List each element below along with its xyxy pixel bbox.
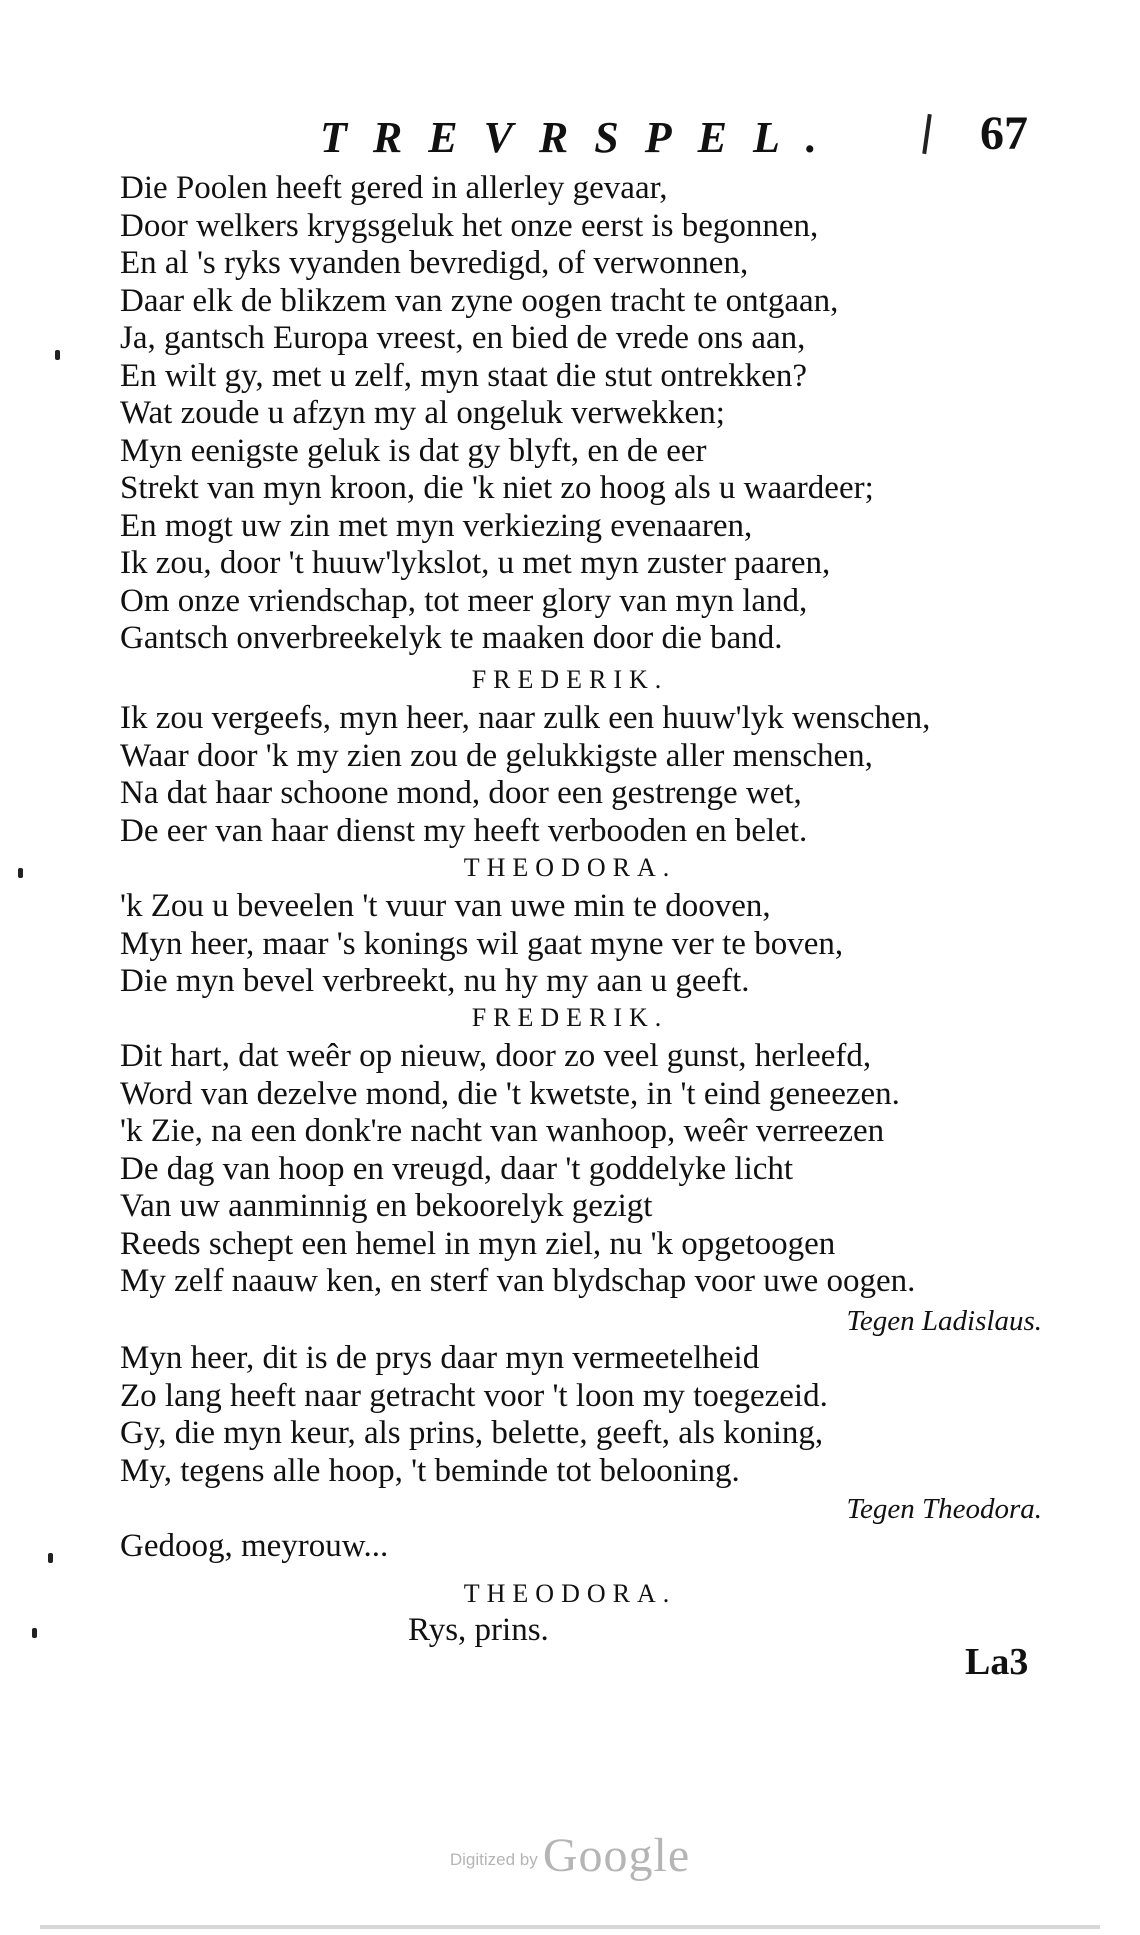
page-number: 67 xyxy=(980,107,1028,160)
speaker-heading-theodora-2 xyxy=(0,1576,1140,1612)
verse-line: Daar elk de blikzem van zyne oogen tracht te ontgaan, xyxy=(120,282,839,319)
verse-line: Gedoog, meyrouw... xyxy=(120,1528,389,1564)
verse-line: Rys, prins. xyxy=(408,1612,549,1648)
verse-line: Wat zoude u afzyn my al ongeluk verwekken; xyxy=(120,395,725,431)
verse-line: Om onze vriendschap, tot meer glory van myn land, xyxy=(120,582,808,619)
verse-line: Reeds schept een hemel in myn ziel, nu 'k opgetoogen xyxy=(120,1225,836,1262)
verse-line: De dag van hoop en vreugd, daar 't goddelyke licht xyxy=(120,1150,794,1187)
ink-speck xyxy=(18,868,23,878)
verse-line: De eer van haar dienst my heeft verbooden en belet. xyxy=(120,812,808,849)
verse-line: Zo lang heeft naar getracht voor 't loon my toegezeid. xyxy=(120,1377,828,1414)
watermark-caption: Digitized by xyxy=(449,1850,538,1869)
verse-block-3 xyxy=(0,888,1140,1001)
verse-line: Myn heer, dit is de prys daar myn vermeetelheid xyxy=(120,1340,760,1376)
speaker-heading-theodora xyxy=(0,850,1140,886)
speaker-name: FREDERIK. xyxy=(471,665,669,694)
running-title: TREVRSPEL. xyxy=(320,113,843,162)
ink-speck xyxy=(48,1553,53,1563)
verse-line: Myn eenigste geluk is dat gy blyft, en de eer xyxy=(120,432,707,469)
speaker-heading-frederik-2 xyxy=(0,1000,1140,1036)
verse-block-4 xyxy=(0,1038,1140,1301)
verse-line: Gantsch onverbreekelyk te maaken door die band. xyxy=(120,620,783,656)
verse-line: Ik zou, door 't huuw'lykslot, u met myn zuster paaren, xyxy=(120,545,831,581)
verse-block-5 xyxy=(0,1340,1140,1490)
verse-line: 'k Zie, na een donk're nacht van wanhoop, weêr verreezen xyxy=(120,1113,885,1149)
stage-direction-theodora xyxy=(0,1490,1140,1528)
verse-line: Myn heer, maar 's konings wil gaat myne ver te boven, xyxy=(120,925,844,962)
verse-block-2 xyxy=(0,700,1140,850)
page-header xyxy=(0,100,1140,170)
verse-line: Ik zou vergeefs, myn heer, naar zulk een huuw'lyk wenschen, xyxy=(120,700,931,736)
digitized-watermark xyxy=(0,1828,1140,1883)
verse-line: Van uw aanminnig en bekoorelyk gezigt xyxy=(120,1188,653,1224)
verse-line: Ja, gantsch Europa vreest, en bied de vrede ons aan, xyxy=(120,320,806,356)
verse-line: Gy, die myn keur, als prins, belette, geeft, als koning, xyxy=(120,1415,824,1451)
verse-line: 'k Zou u beveelen 't vuur van uwe min te dooven, xyxy=(120,888,771,924)
page-bottom-edge xyxy=(40,1925,1100,1929)
catchword: La3 xyxy=(965,1641,1029,1683)
google-logo: Google xyxy=(542,1829,691,1882)
header-rule-mark xyxy=(922,114,932,154)
verse-block-6 xyxy=(0,1528,1140,1566)
speaker-name: THEODORA. xyxy=(463,853,677,882)
speaker-name: FREDERIK. xyxy=(471,1003,669,1032)
verse-line: Die myn bevel verbreekt, nu hy my aan u geeft. xyxy=(120,963,750,999)
verse-line: Word van dezelve mond, die 't kwetste, in 't eind geneezen. xyxy=(120,1075,900,1112)
verse-line: Strekt van myn kroon, die 'k niet zo hoog als u waardeer; xyxy=(120,470,874,506)
verse-line: En al 's ryks vyanden bevredigd, of verwonnen, xyxy=(120,245,749,281)
verse-line: My zelf naauw ken, en sterf van blydschap voor uwe oogen. xyxy=(120,1263,916,1299)
verse-line: My, tegens alle hoop, 't beminde tot belooning. xyxy=(120,1452,740,1489)
speaker-heading-frederik xyxy=(0,662,1140,698)
speaker-name: THEODORA. xyxy=(463,1579,677,1608)
stage-direction: Tegen Ladislaus. xyxy=(846,1305,1042,1337)
ink-speck xyxy=(32,1628,37,1638)
stage-direction: Tegen Theodora. xyxy=(846,1493,1042,1525)
verse-line: Door welkers krygsgeluk het onze eerst is begonnen, xyxy=(120,207,819,244)
verse-line: Waar door 'k my zien zou de gelukkigste aller menschen, xyxy=(120,737,873,774)
verse-line: En wilt gy, met u zelf, myn staat die stut ontrekken? xyxy=(120,357,808,394)
verse-block-1 xyxy=(0,170,1140,658)
stage-direction-ladislaus xyxy=(0,1302,1140,1340)
verse-line: Dit hart, dat weêr op nieuw, door zo veel gunst, herleefd, xyxy=(120,1038,872,1074)
ink-speck xyxy=(55,350,60,360)
verse-line: Na dat haar schoone mond, door een gestrenge wet, xyxy=(120,775,802,811)
verse-line: En mogt uw zin met myn verkiezing evenaaren, xyxy=(120,507,753,544)
verse-line: Die Poolen heeft gered in allerley gevaar, xyxy=(120,170,668,206)
